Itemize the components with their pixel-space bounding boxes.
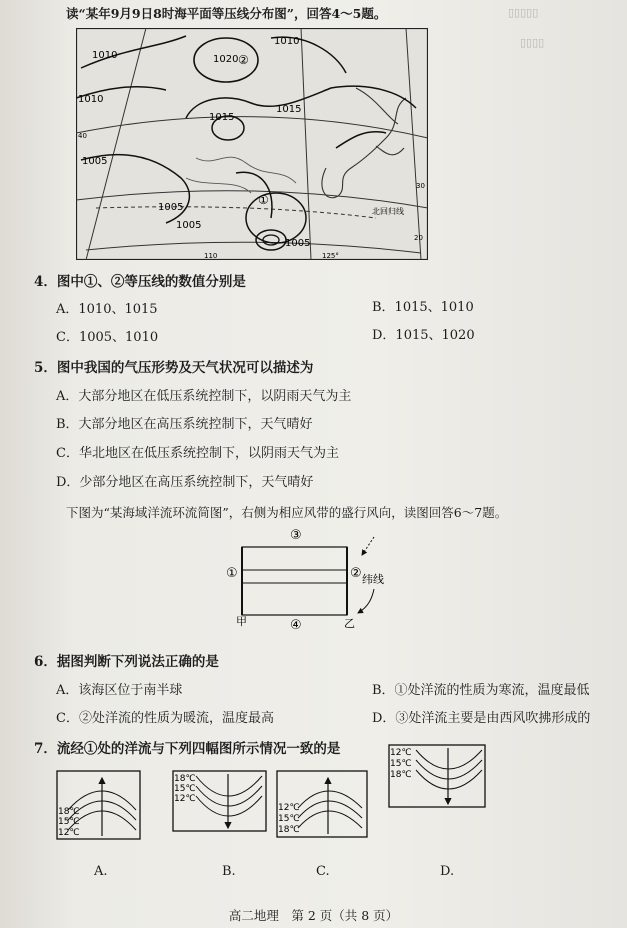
q4-option-a[interactable]: A．1010、1015 (56, 302, 158, 317)
q7-panel-a[interactable] (56, 770, 141, 840)
circled-2: ② (238, 53, 249, 67)
label-jia: 甲 (236, 615, 247, 628)
q7-panel-c[interactable] (276, 770, 368, 838)
label-1: ① (226, 566, 238, 581)
isobar-map (76, 28, 428, 260)
temp-label: 12℃ (58, 828, 80, 838)
q5-stem: 5．图中我国的气压形势及天气状况可以描述为 (34, 360, 314, 376)
q7-letter-a[interactable]: A. (94, 864, 108, 879)
isobar-label: 1010 (92, 50, 118, 61)
isobar-label: 1010 (274, 36, 300, 47)
temp-label: 12℃ (390, 748, 412, 758)
label-4: ④ (290, 618, 302, 630)
temp-label: 12℃ (278, 803, 300, 813)
label-weixian: 纬线 (362, 573, 384, 586)
temp-label: 12℃ (174, 794, 196, 804)
tick-label: 125° (322, 252, 339, 260)
q5-option-c[interactable]: C．华北地区在低压系统控制下，以阴雨天气为主 (56, 446, 339, 461)
ghost-text: ▯▯▯▯ (520, 36, 545, 49)
isobar-label: 1005 (158, 202, 184, 213)
q7-letter-d[interactable]: D. (440, 864, 455, 879)
q6-option-a[interactable]: A．该海区位于南半球 (56, 683, 183, 698)
q6-option-c[interactable]: C．②处洋流的性质为暖流，温度最高 (56, 711, 274, 726)
tick-label: 20 (414, 234, 423, 242)
q5-option-d[interactable]: D．少部分地区在高压系统控制下，天气晴好 (56, 475, 314, 490)
q6-stem: 6．据图判断下列说法正确的是 (34, 654, 219, 670)
isobar-label: 1015 (209, 112, 235, 123)
intro-q4-5: 读“某年9月9日8时海平面等压线分布图”，回答4～5题。 (66, 6, 387, 21)
temp-label: 18℃ (278, 825, 300, 835)
temp-label: 18℃ (174, 774, 196, 784)
isobar-label: 1005 (285, 238, 311, 249)
circled-1: ① (258, 193, 269, 207)
q4-option-d[interactable]: D．1015、1020 (372, 328, 475, 343)
q7-letter-c[interactable]: C. (316, 864, 330, 879)
q7-letter-b[interactable]: B. (222, 864, 236, 879)
isobar-label: 1010 (78, 94, 104, 105)
tick-label: 40 (78, 132, 87, 140)
temp-label: 15℃ (174, 784, 196, 794)
temp-label: 15℃ (58, 817, 80, 827)
isobar-label: 1015 (276, 104, 302, 115)
label-yi: 乙 (344, 617, 355, 630)
isobar-label: 1020 (213, 54, 239, 65)
wind-arrow-top (362, 537, 374, 555)
ghost-text: ▯▯▯▯▯ (508, 6, 539, 19)
q7-panel-b[interactable] (172, 770, 267, 832)
temp-label: 15℃ (278, 814, 300, 824)
tick-label: 30 (416, 182, 425, 190)
isobar-label: 1005 (176, 220, 202, 231)
tick-label: 110 (204, 252, 218, 260)
q4-stem: 4．图中①、②等压线的数值分别是 (34, 274, 246, 290)
page-footer: 高二地理 第 2 页（共 8 页） (228, 908, 399, 923)
temp-label: 18℃ (58, 807, 80, 817)
q5-option-a[interactable]: A．大部分地区在低压系统控制下，以阴雨天气为主 (56, 389, 352, 404)
wind-arrow-bottom (358, 589, 374, 613)
isobar-label: 1005 (82, 156, 108, 167)
q4-option-b[interactable]: B．1015、1010 (372, 300, 474, 315)
label-2: ② (350, 566, 362, 581)
tropic-label: 北回归线 (372, 207, 404, 216)
q6-option-d[interactable]: D．③处洋流主要是由西风吹拂形成的 (372, 711, 591, 726)
ocean-current-diagram (222, 525, 392, 630)
temp-label: 15℃ (390, 759, 412, 769)
q4-option-c[interactable]: C．1005、1010 (56, 330, 159, 345)
label-3: ③ (290, 528, 302, 543)
temp-label: 18℃ (390, 770, 412, 780)
q6-option-b[interactable]: B．①处洋流的性质为寒流，温度最低 (372, 683, 590, 698)
q7-panel-d[interactable] (388, 744, 486, 808)
intro-q6-7: 下图为“某海域洋流环流简图”，右侧为相应风带的盛行风向，读图回答6～7题。 (66, 505, 508, 520)
q5-option-b[interactable]: B．大部分地区在高压系统控制下，天气晴好 (56, 417, 313, 432)
q7-stem: 7．流经①处的洋流与下列四幅图所示情况一致的是 (34, 741, 341, 757)
